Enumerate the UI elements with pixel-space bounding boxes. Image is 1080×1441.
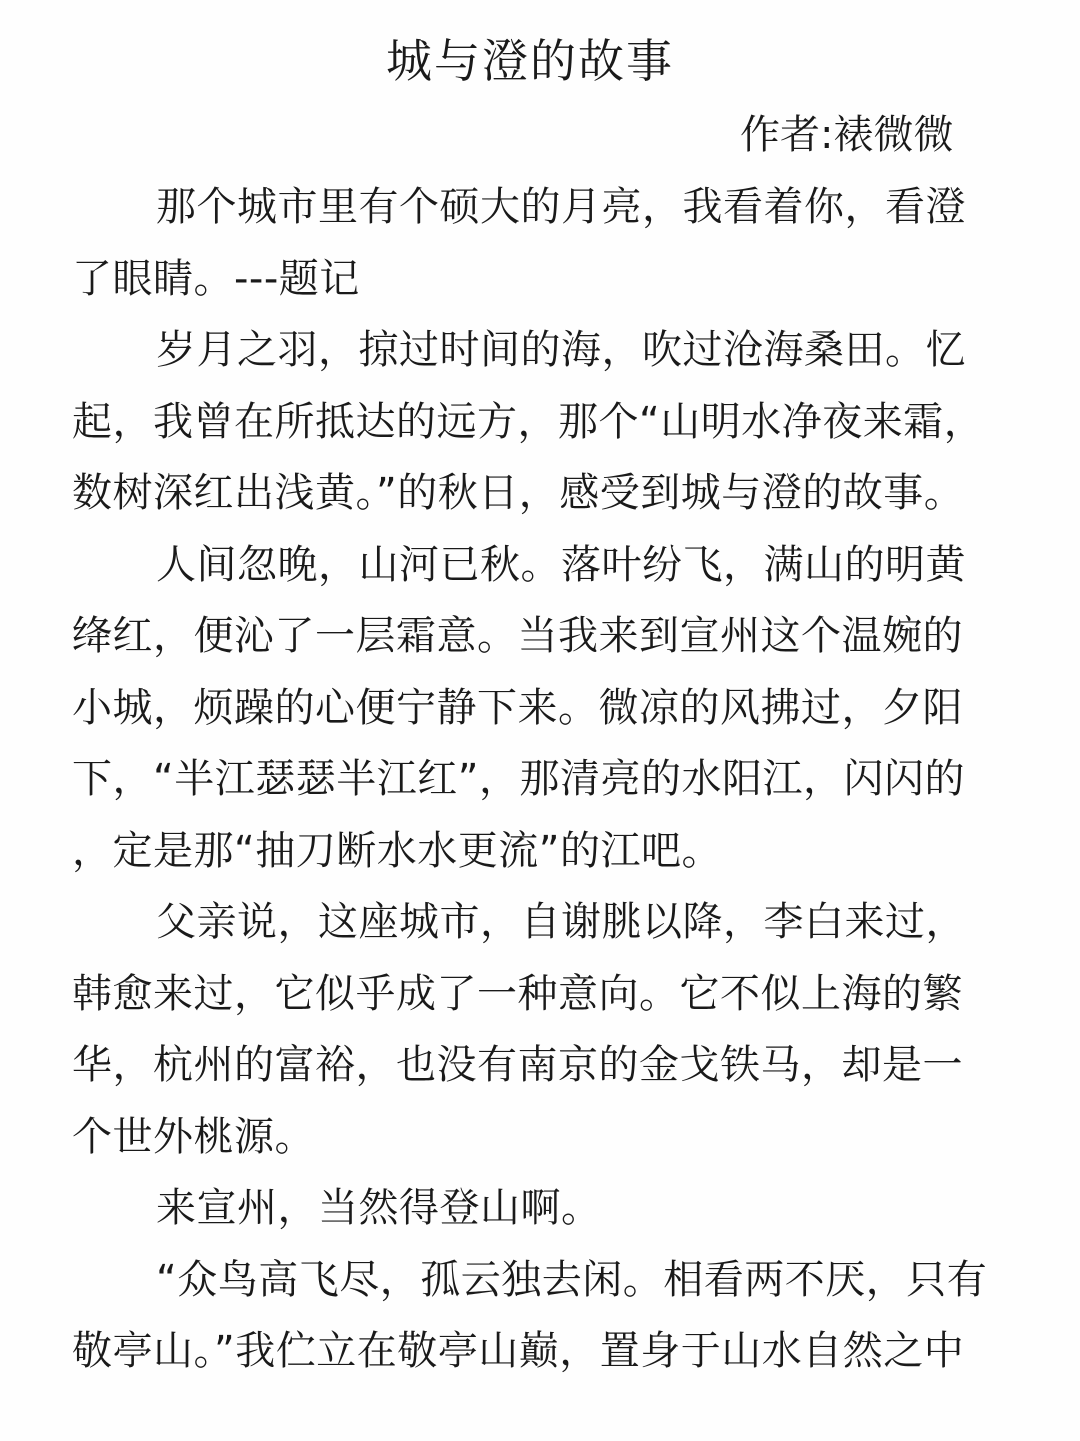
text-line: 那个城市里有个硕大的月亮，我看着你，看澄 xyxy=(156,184,966,230)
author-line: 作者:裱微微 xyxy=(740,112,954,158)
text-line: 华，杭州的富裕，也没有南京的金戈铁马，却是一 xyxy=(72,1042,963,1088)
document-body xyxy=(72,172,1032,1388)
text-line: 父亲说，这座城市，自谢朓以降，李白来过， xyxy=(156,899,966,945)
text-line: 数树深红出浅黄。”的秋日，感受到城与澄的故事。 xyxy=(72,470,965,516)
text-line: 起，我曾在所抵达的远方，那个“山明水净夜来霜， xyxy=(72,398,985,445)
text-line: 敬亭山。”我伫立在敬亭山巅，置身于山水自然之中 xyxy=(72,1328,965,1374)
text-line: 小城，烦躁的心便宁静下来。微凉的风拂过，夕阳 xyxy=(72,684,963,731)
text-line: ，定是那“抽刀断水水更流”的江吧。 xyxy=(72,827,722,874)
text-line: 来宣州，当然得登山啊。 xyxy=(156,1185,602,1231)
text-line: 了眼睛。---题记 xyxy=(72,255,360,302)
text-line: 个世外桃源。 xyxy=(72,1113,315,1160)
text-line: 岁月之羽，掠过时间的海，吹过沧海桑田。忆 xyxy=(156,327,966,373)
text-line: 韩愈来过，它似乎成了一种意向。它不似上海的繁 xyxy=(72,970,963,1017)
text-line: 绛红，便沁了一层霜意。当我来到宣州这个温婉的 xyxy=(72,613,963,659)
text-line: “众鸟高飞尽，孤云独去闲。相看两不厌，只有 xyxy=(156,1256,988,1303)
document-title: 城与澄的故事 xyxy=(386,34,674,88)
text-line: 人间忽晚，山河已秋。落叶纷飞，满山的明黄 xyxy=(156,541,966,588)
text-line: 下，“半江瑟瑟半江红”，那清亮的水阳江，闪闪的 xyxy=(72,756,965,802)
